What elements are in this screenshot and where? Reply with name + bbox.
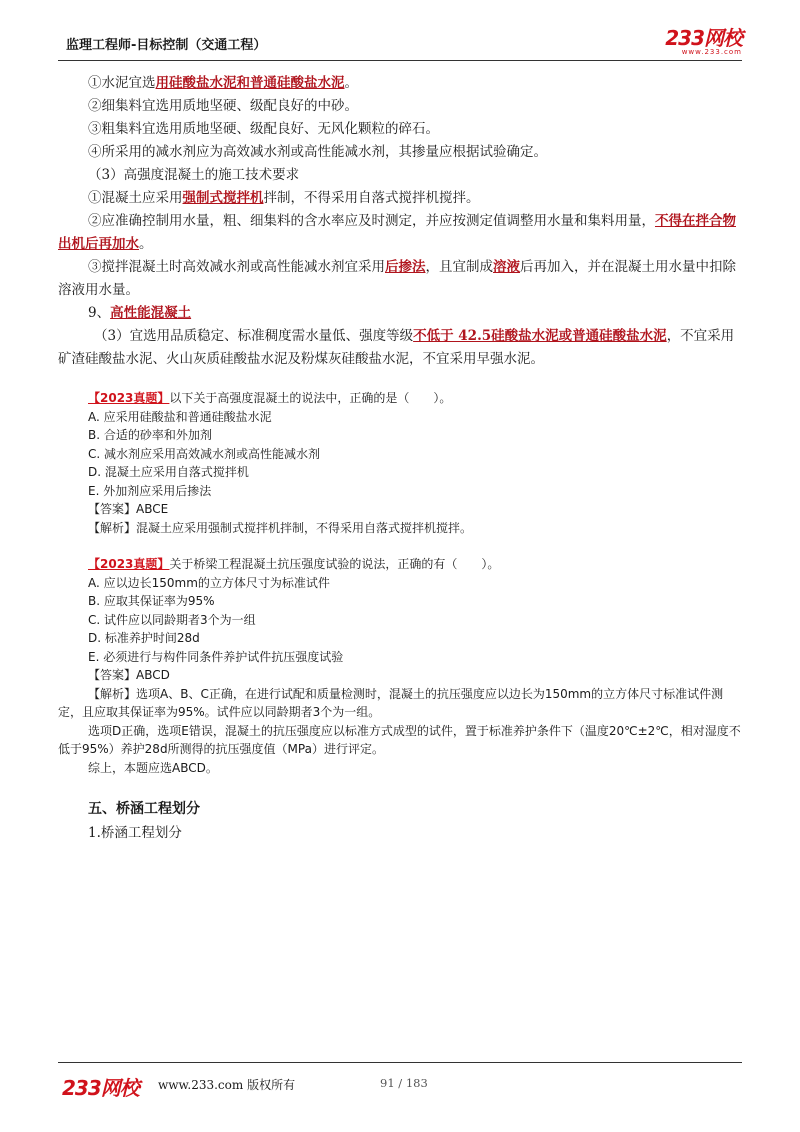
page-number: 91 / 183 <box>380 1076 428 1090</box>
brand-logo[interactable] <box>665 28 742 57</box>
highlight: 不低于 42.5硅酸盐水泥或普通硅酸盐水泥 <box>413 328 667 344</box>
logo-url: www.233.com <box>681 48 742 56</box>
paragraph: ③搅拌混凝土时高效减水剂或高性能减水剂宜采用后掺法，且宜制成溶液后再加入，并在混凝土用水量中扣除溶液用水量。 <box>58 259 736 298</box>
option: A. 应以边长150mm的立方体尺寸为标准试件 <box>88 575 330 590</box>
option: E. 外加剂应采用后掺法 <box>88 483 212 498</box>
paragraph: ③粗集料宜选用质地坚硬、级配良好、无风化颗粒的碎石。 <box>88 121 439 137</box>
paragraph: ②细集料宜选用质地坚硬、级配良好的中砂。 <box>88 98 358 114</box>
paragraph: ②应准确控制用水量，粗、细集料的含水率应及时测定，并应按测定值调整用水量和集料用量，不得在拌合物出机后再加水。 <box>58 213 736 252</box>
logo-text: 233网校 <box>665 26 742 50</box>
highlight: 用硅酸盐水泥和普通硅酸盐水泥 <box>155 75 345 91</box>
answer: 【答案】ABCD <box>88 668 170 682</box>
footer-logo[interactable]: 233网校 <box>62 1076 139 1100</box>
header-title: 监理工程师-目标控制（交通工程） <box>66 38 267 53</box>
highlight: 强制式搅拌机 <box>182 190 264 206</box>
option: C. 减水剂应采用高效减水剂或高性能减水剂 <box>88 446 321 461</box>
option: A. 应采用硅酸盐和普通硅酸盐水泥 <box>88 409 272 424</box>
heading: 9、高性能混凝土 <box>88 305 192 321</box>
option: B. 应取其保证率为95% <box>88 594 215 608</box>
highlight: 溶液 <box>493 259 520 275</box>
analysis: 【解析】选项A、B、C正确，在进行试配和质量检测时，混凝土的抗压强度应以边长为150mm的立方体尺寸标准试件测定，且应取其保证率为95%。试件应以同龄期者3个为一组。 <box>58 686 724 719</box>
question-block <box>58 389 742 537</box>
analysis: 选项D正确，选项E错误，混凝土的抗压强度应以标准方式成型的试件，置于标准养护条件下（温度20℃±2℃，相对湿度不低于95%）养护28d所测得的抗压强度值（MPa）进行评定。 <box>58 723 741 756</box>
option: B. 合适的砂率和外加剂 <box>88 428 212 442</box>
question-stem: 【2023真题】以下关于高强度混凝土的说法中，正确的是（ ）。 <box>88 391 452 405</box>
question-block <box>58 555 742 777</box>
analysis: 【解析】混凝土应采用强制式搅拌机拌制，不得采用自落式搅拌机搅拌。 <box>88 520 473 535</box>
highlight: 不得在拌合物出机后再加水 <box>58 213 736 252</box>
option: D. 混凝土应采用自落式搅拌机 <box>88 465 249 479</box>
answer: 【答案】ABCE <box>88 502 169 516</box>
header-divider <box>58 60 742 61</box>
option: D. 标准养护时间28d <box>88 631 200 645</box>
exam-tag: 【2023真题】 <box>88 557 170 571</box>
page-content <box>58 72 742 845</box>
footer-divider <box>58 1062 742 1063</box>
subsection-heading: 1.桥涵工程划分 <box>88 825 182 841</box>
page-header <box>58 28 742 58</box>
section-heading: 五、桥涵工程划分 <box>88 801 200 817</box>
paragraph: ④所采用的减水剂应为高效减水剂或高性能减水剂，其掺量应根据试验确定。 <box>88 144 547 160</box>
subheading: （3）高强度混凝土的施工技术要求 <box>88 167 300 183</box>
footer-copyright: www.233.com 版权所有 <box>158 1078 296 1092</box>
paragraph: ①混凝土应采用强制式搅拌机拌制，不得采用自落式搅拌机搅拌。 <box>88 190 480 206</box>
highlight: 高性能混凝土 <box>110 305 192 321</box>
option: C. 试件应以同龄期者3个为一组 <box>88 612 256 627</box>
paragraph: （3）宜选用品质稳定、标准稠度需水量低、强度等级不低于 42.5硅酸盐水泥或普通硅酸盐水泥，不宜采用矿渣硅酸盐水泥、火山灰质硅酸盐水泥及粉煤灰硅酸盐水泥，不宜采用早强水泥。 <box>58 328 735 367</box>
highlight: 后掺法 <box>385 259 426 275</box>
paragraph: ①水泥宜选用硅酸盐水泥和普通硅酸盐水泥。 <box>88 75 358 91</box>
question-stem: 【2023真题】关于桥梁工程混凝土抗压强度试验的说法，正确的有（ ）。 <box>88 557 500 571</box>
exam-tag: 【2023真题】 <box>88 391 170 405</box>
option: E. 必须进行与构件同条件养护试件抗压强度试验 <box>88 649 344 664</box>
analysis: 综上，本题应选ABCD。 <box>88 760 218 775</box>
